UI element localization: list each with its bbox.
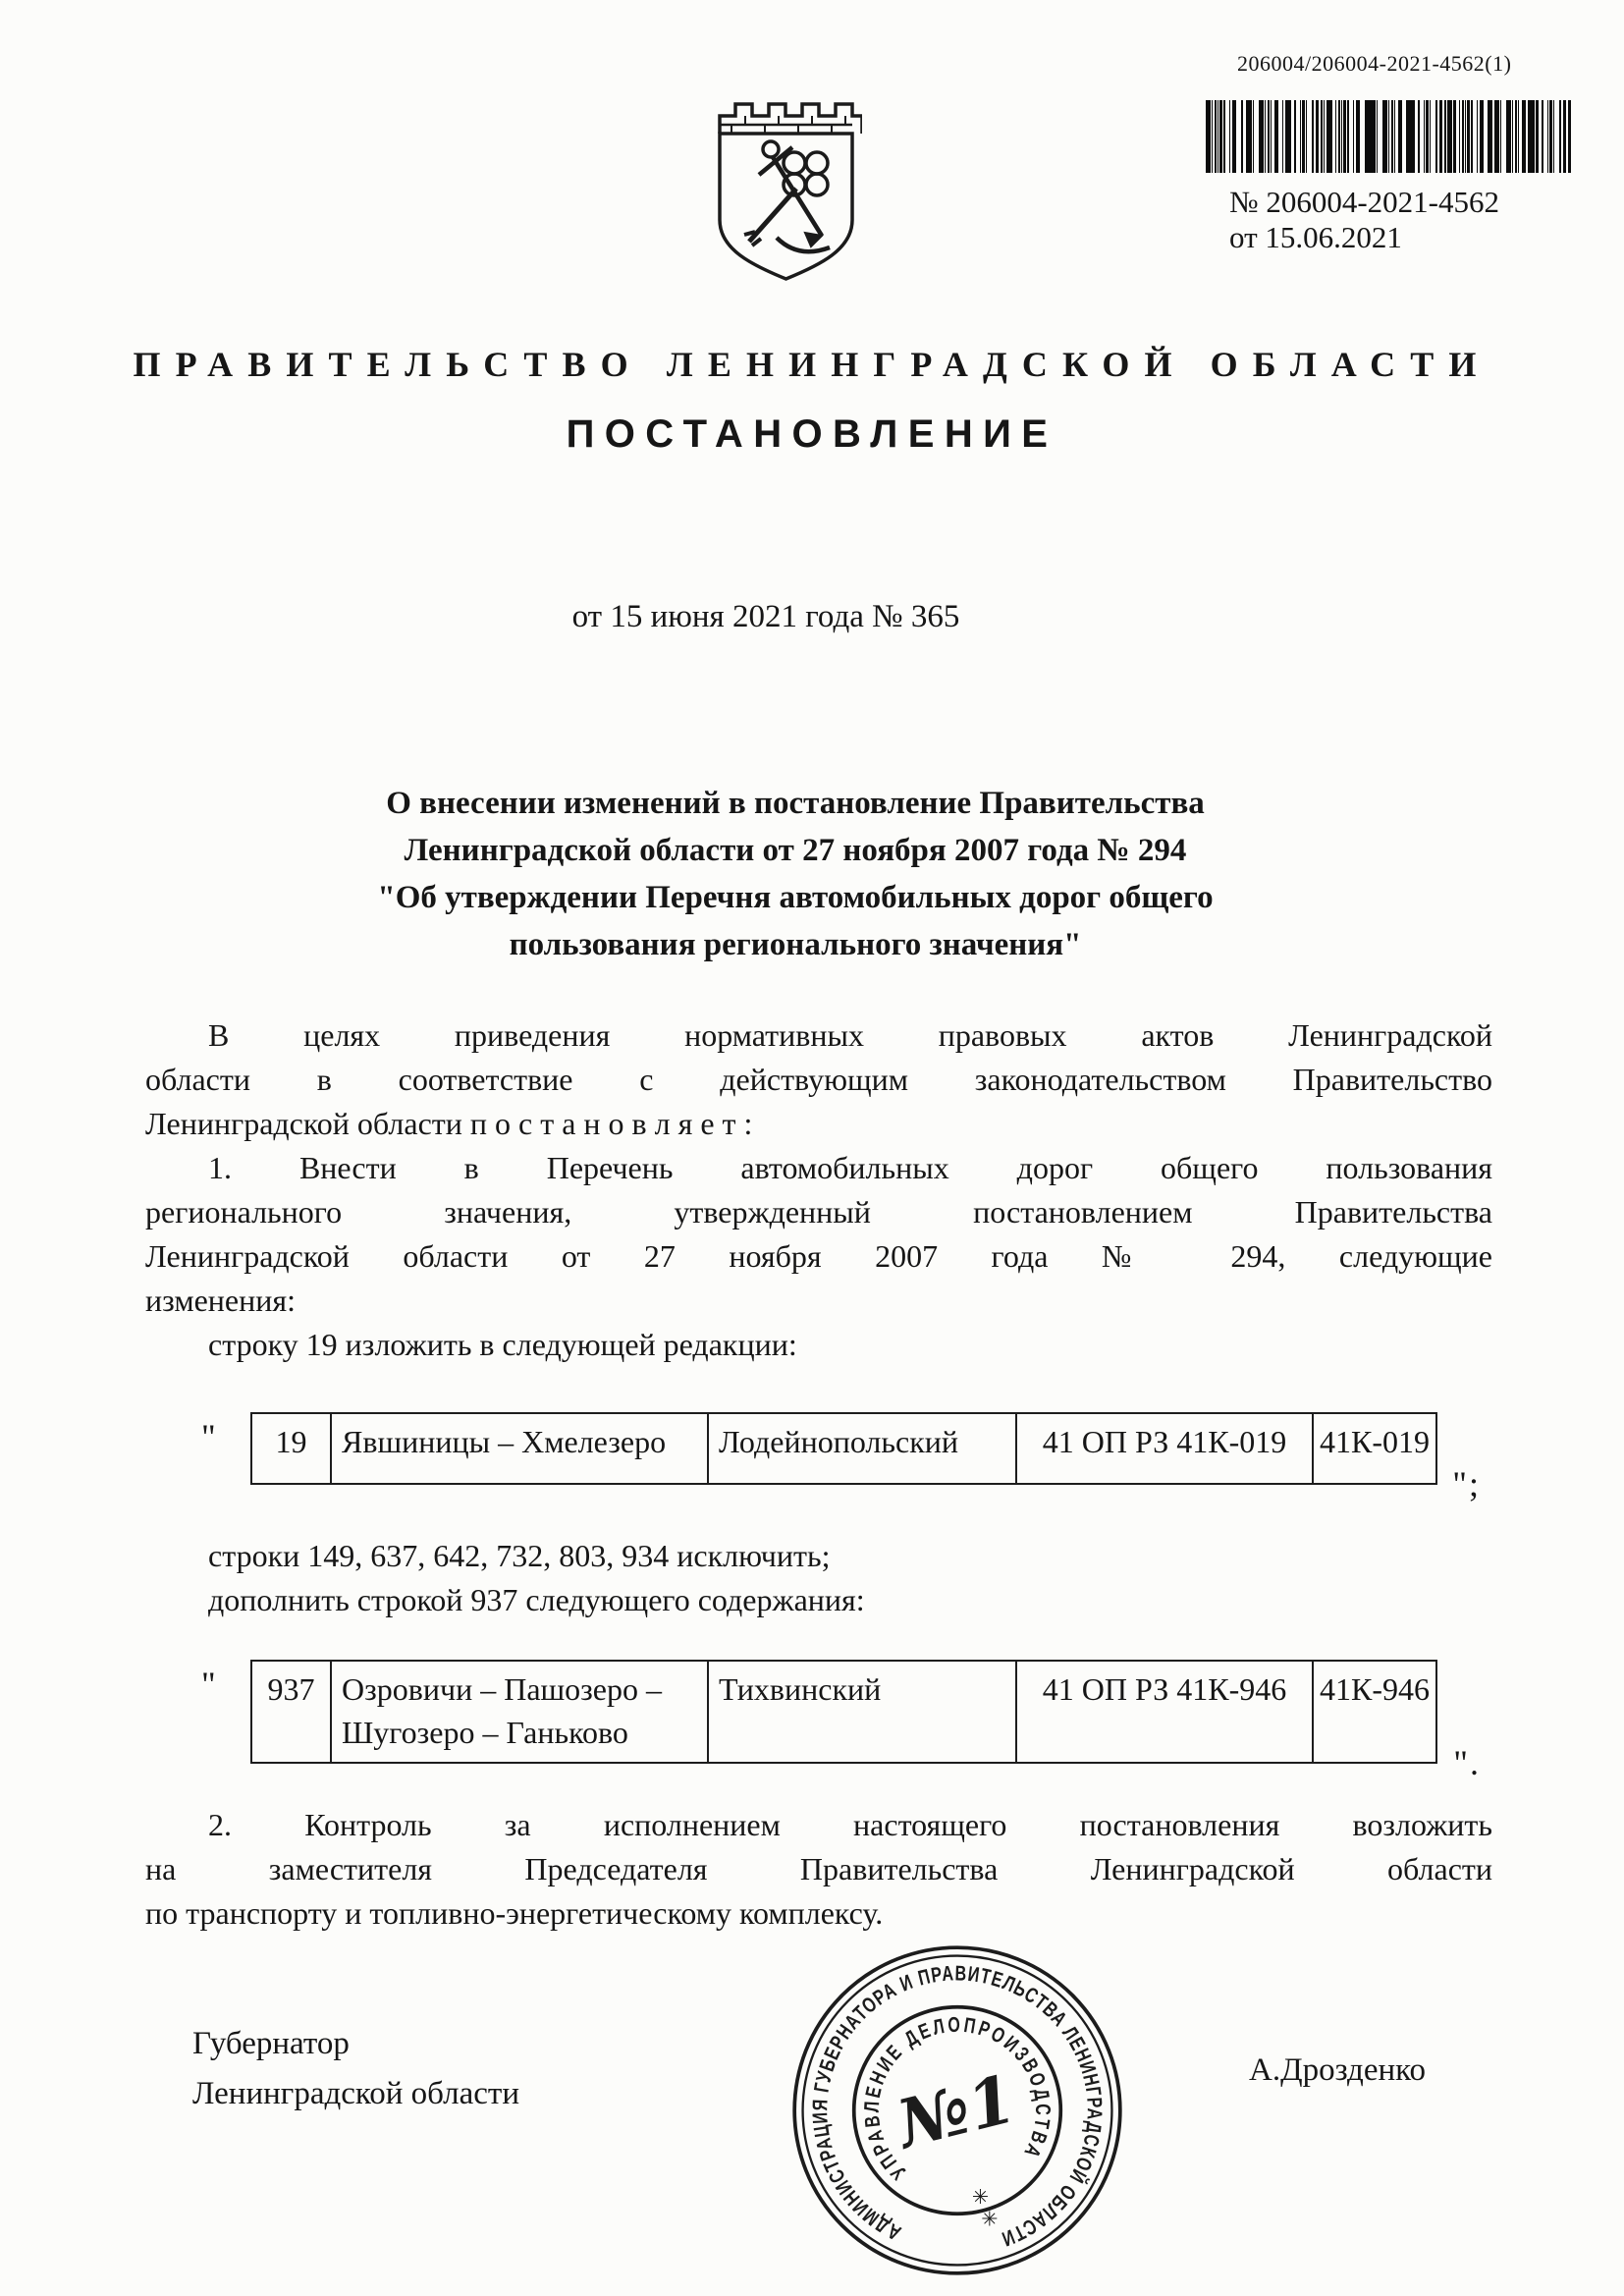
registration-date: от 15.06.2021	[1229, 220, 1402, 254]
signature-title	[192, 2019, 519, 2119]
file-number: 206004/206004-2021-4562(1)	[1237, 51, 1512, 76]
body-line: Ленинградской области от 27 ноября 2007 года № 294, следующие	[145, 1238, 1492, 1274]
document-type: ПОСТАНОВЛЕНИЕ	[566, 412, 1058, 456]
cell-row-number: 937	[251, 1661, 331, 1763]
quote-close: ".	[1453, 1743, 1481, 1782]
road-table	[250, 1660, 1437, 1764]
body-line: на заместителя Председателя Правительства Ленинградской области	[145, 1851, 1492, 1886]
body-line: регионального значения, утвержденный постановлением Правительства	[145, 1194, 1492, 1230]
body-line: Ленинградской области п о с т а н о в л я е т :	[145, 1106, 753, 1141]
stamp-star-icon: ✳	[971, 2187, 990, 2210]
title-line: О внесении изменений в постановление Правительства	[386, 786, 1205, 821]
body-line: строки 149, 637, 642, 732, 803, 934 исключить;	[208, 1538, 831, 1573]
table-row	[251, 1661, 1436, 1763]
body-line: области в соответствие с действующим законодательством Правительство	[145, 1062, 1492, 1097]
title-line: Ленинградской области от 27 ноября 2007 года № 294	[404, 833, 1187, 868]
body-paragraphs	[145, 1013, 1492, 1367]
official-stamp	[784, 1937, 1131, 2284]
document-title	[108, 780, 1483, 968]
signature-title-line: Губернатор	[192, 2026, 350, 2061]
cell-account-number: 41 ОП РЗ 41К-019	[1016, 1413, 1313, 1484]
registration-number: № 206004-2021-4562	[1229, 185, 1499, 219]
body-line: 1. Внести в Перечень автомобильных дорог общего пользования	[208, 1150, 1492, 1185]
cell-road-name: Озровичи – Пашозеро – Шугозеро – Ганьково	[331, 1661, 708, 1763]
quote-open: "	[201, 1417, 216, 1456]
road-table	[250, 1412, 1437, 1485]
amendment-table-row-937	[201, 1660, 1481, 1782]
cell-row-number: 19	[251, 1413, 331, 1484]
title-line: "Об утверждении Перечня автомобильных дорог общего	[377, 880, 1214, 915]
body-line: дополнить строкой 937 следующего содержания:	[208, 1582, 865, 1617]
signature-name: А.Дрозденко	[1249, 2052, 1426, 2088]
cell-road-name: Явшиницы – Хмелезеро	[331, 1413, 708, 1484]
cell-road-code: 41К-019	[1313, 1413, 1436, 1484]
body-paragraphs	[145, 1534, 1492, 1622]
body-paragraphs	[145, 1803, 1492, 1936]
cell-road-code: 41К-946	[1313, 1661, 1436, 1763]
cell-district: Лодейнопольский	[708, 1413, 1016, 1484]
signature-title-line: Ленинградской области	[192, 2076, 519, 2111]
body-line: строку 19 изложить в следующей редакции:	[208, 1327, 797, 1362]
date-number-line: от 15 июня 2021 года № 365	[571, 599, 960, 634]
org-name: ПРАВИТЕЛЬСТВО ЛЕНИНГРАДСКОЙ ОБЛАСТИ	[133, 345, 1491, 384]
cell-district: Тихвинский	[708, 1661, 1016, 1763]
amendment-table-row-19	[201, 1412, 1481, 1503]
stamp-star-icon: ✳	[981, 2209, 999, 2231]
quote-close: ";	[1452, 1464, 1481, 1503]
barcode-icon	[1206, 100, 1571, 173]
body-line: 2. Контроль за исполнением настоящего постановления возложить	[208, 1807, 1492, 1842]
cell-account-number: 41 ОП РЗ 41К-946	[1016, 1661, 1313, 1763]
stamp-number: №1	[890, 2059, 1023, 2163]
quote-open: "	[201, 1665, 216, 1704]
table-row	[251, 1413, 1436, 1484]
body-line: по транспорту и топливно-энергетическому комплексу.	[145, 1895, 884, 1931]
coat-of-arms-icon	[710, 90, 862, 287]
body-line: В целях приведения нормативных правовых актов Ленинградской	[208, 1017, 1492, 1053]
stamp-outer-text: АДМИНИСТРАЦИЯ ГУБЕРНАТОРА И ПРАВИТЕЛЬСТВА ЛЕНИНГРАДСКОЙ ОБЛАСТИ	[807, 1961, 1107, 2253]
stamp-inner-text: УПРАВЛЕНИЕ ДЕЛОПРОИЗВОДСТВА	[859, 2012, 1056, 2185]
body-line: изменения:	[145, 1283, 296, 1318]
title-line: пользования регионального значения"	[509, 927, 1082, 962]
registration-block	[1206, 51, 1585, 255]
